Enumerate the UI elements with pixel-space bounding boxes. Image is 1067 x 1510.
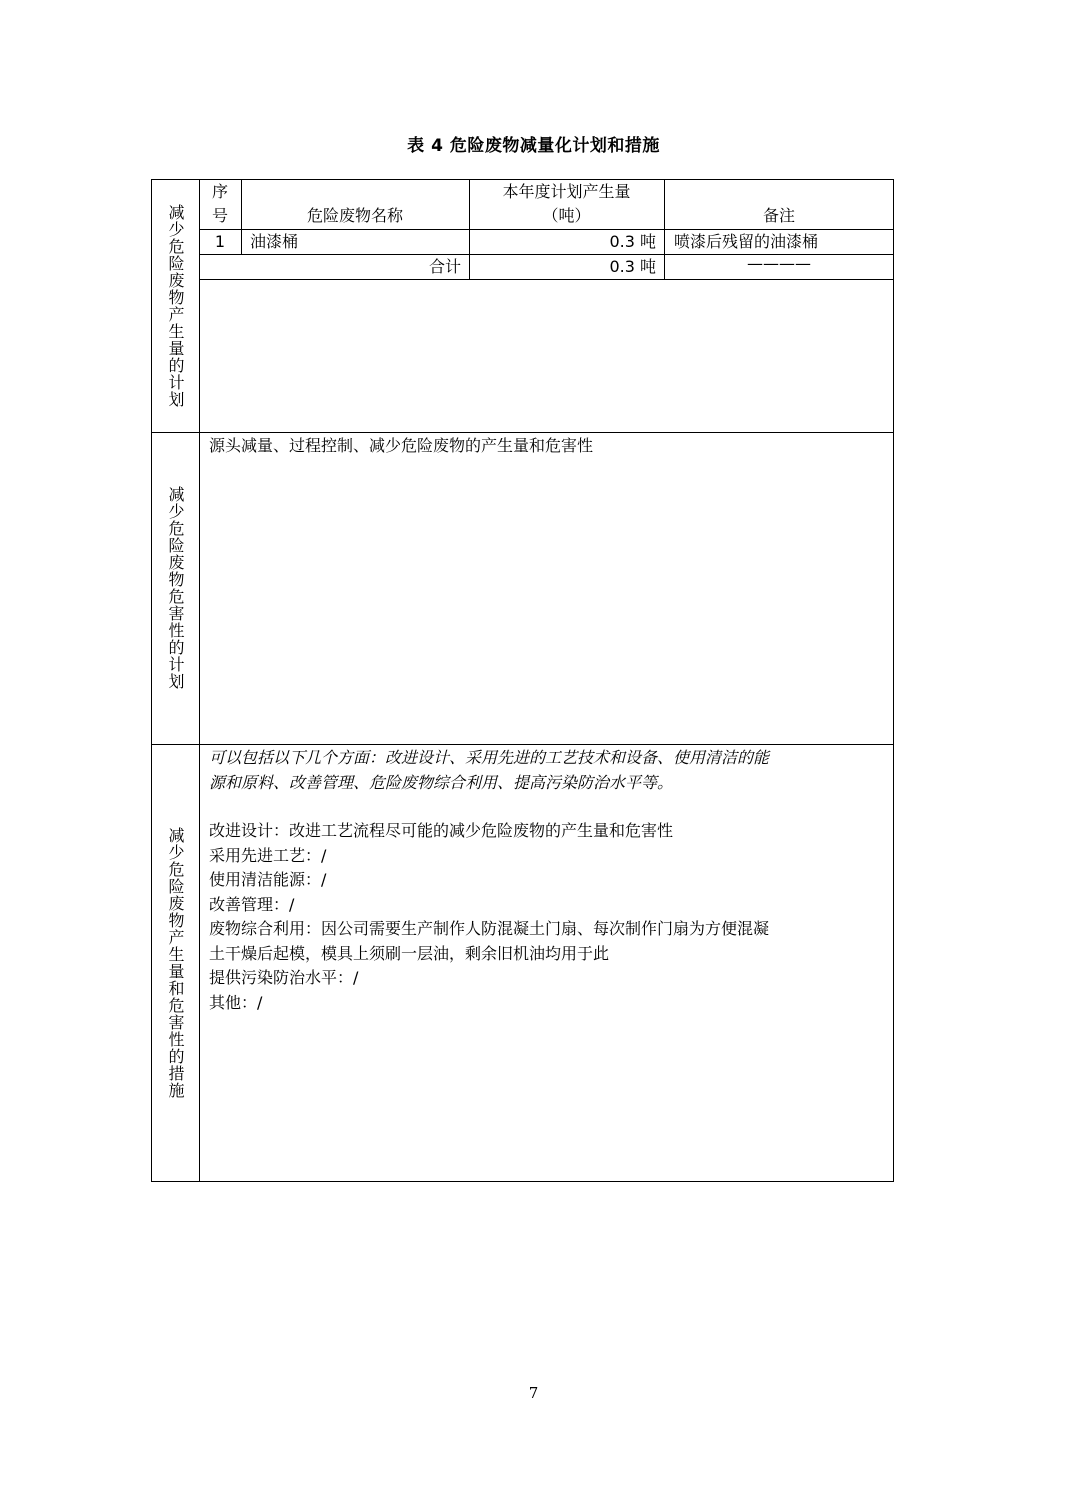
measure-item: 提供污染防治水平：/ <box>209 968 359 987</box>
total-remark: ———— <box>747 254 811 273</box>
section3-label: 减少危险废物产生量和危害性的措施 <box>166 827 185 1099</box>
total-amount: 0.3 吨 <box>609 257 656 276</box>
total-label: 合计 <box>428 257 461 276</box>
measure-item: 使用清洁能源：/ <box>209 870 327 889</box>
measure-item: 其他：/ <box>209 992 263 1012</box>
table-frame <box>151 179 894 1182</box>
section3-items <box>209 819 879 1015</box>
section2-label: 减少危险废物危害性的计划 <box>166 486 185 690</box>
row-amount: 0.3 吨 <box>609 232 656 251</box>
total-divider <box>199 279 894 280</box>
section-divider-1 <box>151 432 894 433</box>
row-remark: 喷漆后残留的油漆桶 <box>674 232 819 251</box>
section1-label: 减少危险废物产生量的计划 <box>166 203 185 408</box>
row-seq: 1 <box>214 232 226 251</box>
table-title: 表 4 危险废物减量化计划和措施 <box>407 136 660 156</box>
section-divider-2 <box>151 744 894 745</box>
measure-item: 改进设计：改进工艺流程尽可能的减少危险废物的产生量和危害性 <box>209 821 674 840</box>
row-name: 油漆桶 <box>250 232 299 251</box>
measure-item: 废物综合利用：因公司需要生产制作人防混凝土门扇、每次制作门扇为方便混凝 <box>209 919 770 938</box>
header-name: 危险废物名称 <box>306 206 403 225</box>
measure-item: 改善管理：/ <box>209 894 295 914</box>
measure-item: 土干燥后起模，模具上须刷一层油，剩余旧机油均用于此 <box>209 943 610 963</box>
section3-intro: 可以包括以下几个方面：改进设计、采用先进的工艺技术和设备、使用清洁的能 源和原料、改善管理、危险废物综合利用、提高污染防治水平等。 <box>209 748 770 792</box>
header-remark: 备注 <box>762 206 795 225</box>
header-amount: 本年度计划产生量 （吨） <box>502 182 631 225</box>
measure-item: 采用先进工艺：/ <box>209 845 327 865</box>
label-column-divider <box>199 179 200 1182</box>
header-seq: 序 号 <box>211 182 228 225</box>
section2-text: 源头减量、过程控制、减少危险废物的产生量和危害性 <box>209 436 594 455</box>
page-number: 7 <box>528 1384 539 1402</box>
